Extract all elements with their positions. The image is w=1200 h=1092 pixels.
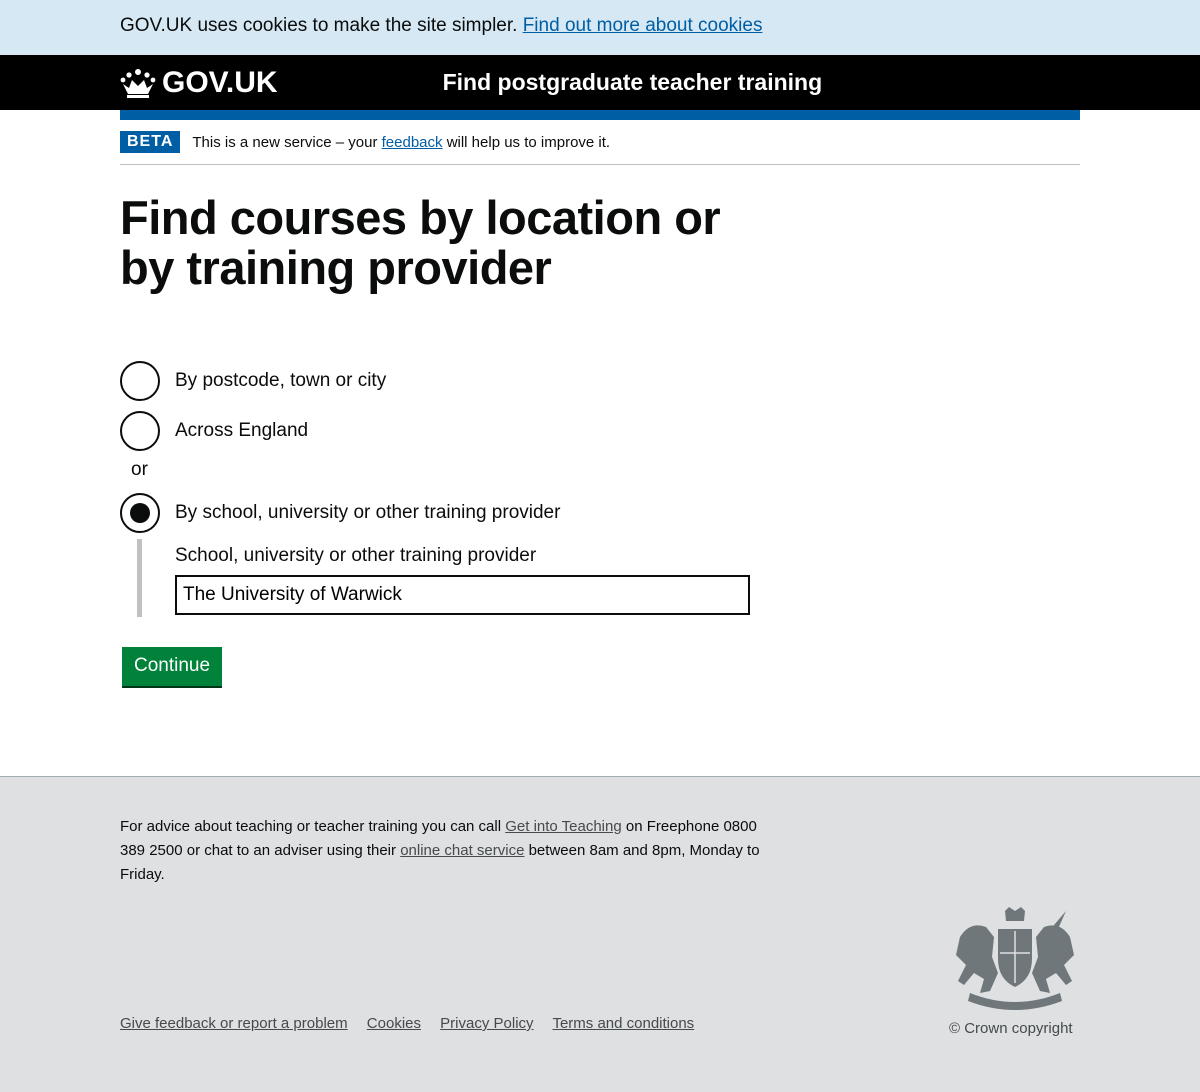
radio-label: By school, university or other training provider [175, 502, 561, 523]
radio-button[interactable] [120, 411, 160, 451]
govuk-logo-link[interactable] [120, 66, 278, 100]
header-blue-bar [120, 110, 1080, 120]
search-type-radios [120, 361, 1080, 617]
provider-field-label: School, university or other training provider [175, 545, 537, 566]
page-title: Find courses by location or by training provider [120, 191, 721, 294]
site-footer [0, 776, 1200, 1092]
radio-button-selected[interactable] [120, 493, 160, 533]
cookie-banner [0, 0, 1200, 55]
royal-coat-of-arms-icon [950, 907, 1080, 1012]
site-header [0, 55, 1200, 110]
logo-text: GOV.UK [162, 65, 278, 99]
phase-banner-text [192, 134, 610, 151]
radio-across-england[interactable] [120, 411, 1080, 451]
feedback-link[interactable]: feedback [381, 133, 443, 151]
get-into-teaching-link[interactable]: Get into Teaching [505, 818, 622, 835]
phase-text-before: This is a new service – your [192, 133, 378, 151]
online-chat-link[interactable]: online chat service [400, 842, 525, 859]
advice-text-1: For advice about teaching or teacher training you can call [120, 818, 502, 835]
cookie-banner-text: GOV.UK uses cookies to make the site simpler. [120, 15, 518, 36]
radio-button[interactable] [120, 361, 160, 401]
radio-label: By postcode, town or city [175, 370, 387, 391]
provider-input[interactable] [175, 575, 750, 615]
footer-link-privacy[interactable]: Privacy Policy [440, 1015, 534, 1032]
provider-conditional-panel [137, 539, 1080, 617]
phase-banner [120, 120, 1080, 165]
footer-link-feedback[interactable]: Give feedback or report a problem [120, 1015, 348, 1032]
footer-links [120, 1015, 709, 1032]
footer-link-cookies[interactable]: Cookies [366, 1015, 421, 1032]
beta-tag: BETA [120, 131, 180, 153]
cookie-info-link[interactable]: Find out more about cookies [522, 15, 763, 36]
crown-copyright: © Crown copyright [949, 1020, 1073, 1037]
advice-text-3: between 8am and 8pm, Monday to Friday. [120, 842, 760, 883]
main-content [120, 193, 1080, 686]
service-name-link[interactable]: Find postgraduate teacher training [442, 69, 823, 95]
continue-button[interactable]: Continue [122, 647, 222, 686]
crown-icon [120, 68, 156, 98]
or-divider: or [131, 459, 148, 480]
phase-text-after: will help us to improve it. [446, 133, 611, 151]
radio-by-location[interactable] [120, 361, 1080, 401]
footer-link-terms[interactable]: Terms and conditions [552, 1015, 695, 1032]
radio-by-provider[interactable] [120, 493, 1080, 533]
footer-advice [120, 815, 760, 887]
advice-text-2: on Freephone 0800 389 2500 or chat to an adviser using their [120, 818, 757, 859]
radio-label: Across England [175, 420, 309, 441]
